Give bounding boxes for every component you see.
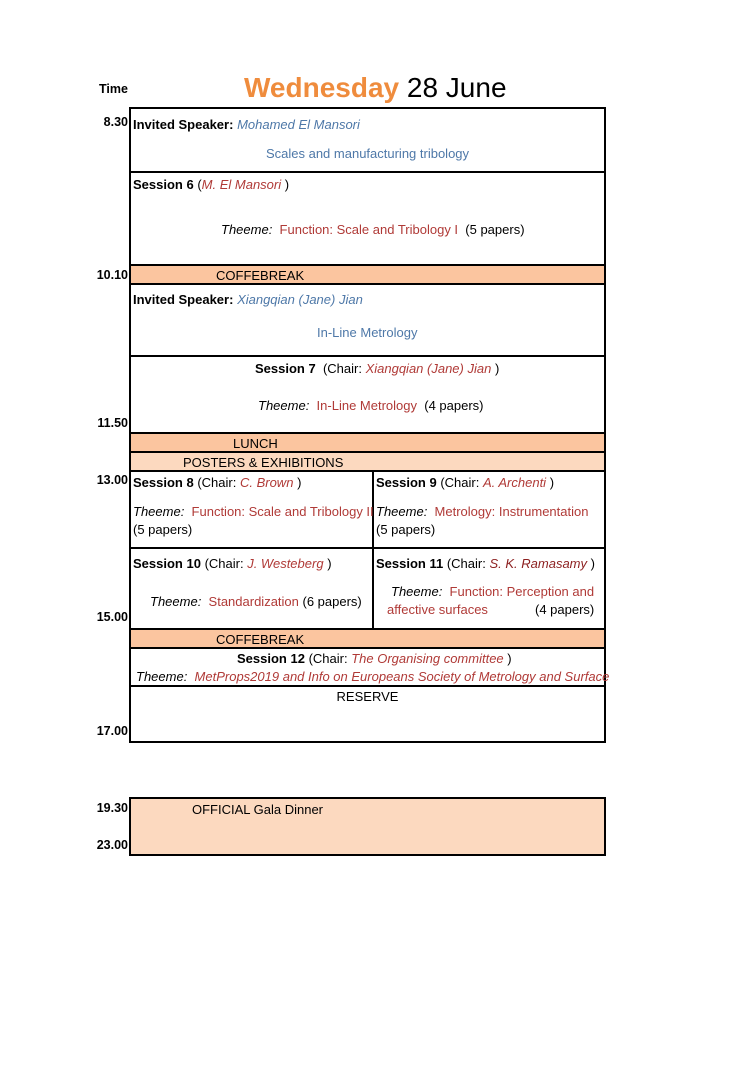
lunch-row: [129, 432, 606, 453]
time-column-header: Time: [99, 82, 128, 96]
theme-text: Function: Scale and Tribology I: [279, 222, 459, 237]
session-chair: M. El Mansori: [201, 177, 282, 192]
paper-count: (4 papers): [424, 398, 484, 413]
session-7-theme: [258, 398, 483, 413]
chair-prefix: (Chair:: [440, 475, 480, 490]
invited-speaker-block: [129, 107, 606, 173]
page-title: [244, 72, 507, 104]
time-label: 17.00: [96, 724, 128, 738]
chair-close: ): [284, 177, 290, 192]
lunch-label: LUNCH: [233, 436, 278, 451]
session-label: Session 6: [133, 177, 194, 192]
theme-label: Theeme:: [133, 504, 185, 519]
session-12-theme: [136, 669, 609, 684]
session-label: Session 11: [376, 556, 444, 571]
title-date: 28 June: [406, 72, 507, 103]
paper-count: (5 papers): [376, 522, 436, 537]
theme-label: Theeme:: [136, 669, 188, 684]
chair-prefix: (Chair:: [197, 475, 237, 490]
time-label: 11.50: [97, 416, 128, 430]
invited-speaker-name: Mohamed El Mansori: [237, 117, 360, 132]
session-12-heading: [237, 651, 512, 666]
session-7-block: [129, 355, 606, 434]
time-label: 10.10: [96, 268, 128, 282]
paper-count: (4 papers): [535, 602, 595, 617]
gala-dinner-block: [129, 797, 606, 856]
session-chair: A. Archenti: [482, 475, 547, 490]
session-chair: The Organising committee: [351, 651, 504, 666]
row-divider: [131, 685, 604, 687]
time-label: 15.00: [96, 610, 128, 624]
theme-label: Theeme:: [150, 594, 202, 609]
parallel-sessions-block: [129, 470, 606, 630]
session-9-theme: [376, 504, 588, 519]
chair-close: ): [494, 361, 500, 376]
time-label: 19.30: [96, 801, 128, 815]
chair-prefix: (Chair:: [204, 556, 244, 571]
coffee-break-label: COFFEBREAK: [216, 268, 305, 283]
gala-dinner-label: OFFICIAL Gala Dinner: [192, 802, 324, 817]
session-10-theme: [150, 594, 362, 609]
paper-count: (6 papers): [302, 594, 362, 609]
theme-text: MetProps2019 and Info on Europeans Society of Metrology and Surface: [194, 669, 610, 684]
invited-speaker-block: [129, 283, 606, 357]
session-label: Session 9: [376, 475, 437, 490]
invited-speaker-line: [133, 292, 363, 307]
posters-row: [129, 451, 606, 472]
invited-speaker-topic: Scales and manufacturing tribology: [265, 146, 470, 161]
session-12-block: [129, 647, 610, 743]
session-chair: Xiangqian (Jane) Jian: [365, 361, 492, 376]
session-chair: C. Brown: [239, 475, 294, 490]
session-label: Session 7: [255, 361, 316, 376]
theme-text: Function: Scale and Tribology II: [191, 504, 374, 519]
session-8-heading: [133, 475, 301, 490]
invited-speaker-topic: In-Line Metrology: [317, 325, 418, 340]
session-11-heading: [376, 556, 595, 571]
chair-prefix: (Chair:: [446, 556, 486, 571]
chair-close: ): [327, 556, 332, 571]
row-divider: [131, 547, 604, 549]
session-9-heading: [376, 475, 554, 490]
theme-text: Function: Perception and: [449, 584, 595, 599]
session-10-heading: [133, 556, 332, 571]
session-label: Session 12: [237, 651, 305, 666]
coffee-break-row: [129, 264, 606, 285]
chair-close: ): [507, 651, 512, 666]
invited-speaker-line: [133, 117, 360, 132]
posters-label: POSTERS & EXHIBITIONS: [183, 455, 344, 470]
time-label: 13.00: [96, 473, 128, 487]
time-label: 23.00: [96, 838, 128, 852]
title-day: Wednesday: [244, 72, 400, 103]
theme-label: Theeme:: [221, 222, 273, 237]
theme-label: Theeme:: [258, 398, 310, 413]
theme-text: Standardization: [208, 594, 299, 609]
theme-text: In-Line Metrology: [316, 398, 417, 413]
chair-close: ): [549, 475, 555, 490]
session-chair: J. Westeberg: [247, 556, 324, 571]
paper-count: (5 papers): [465, 222, 525, 237]
chair-prefix: (Chair:: [308, 651, 348, 666]
session-6-heading: [133, 177, 289, 192]
session-11-theme: [391, 584, 594, 599]
theme-label: Theeme:: [376, 504, 428, 519]
paper-count: (5 papers): [133, 522, 193, 537]
session-label: Session 8: [133, 475, 194, 490]
coffee-break-label: COFFEBREAK: [216, 632, 305, 647]
coffee-break-row: [129, 628, 606, 649]
chair-prefix: (Chair:: [322, 361, 362, 376]
session-6-block: [129, 171, 606, 266]
reserve-label: RESERVE: [336, 689, 399, 704]
invited-speaker-prefix: Invited Speaker:: [133, 292, 234, 307]
time-label: 8.30: [103, 115, 128, 129]
chair-open: (: [197, 177, 202, 192]
session-6-theme: [221, 222, 525, 237]
column-divider: [372, 472, 374, 628]
session-8-theme: [133, 504, 374, 519]
invited-speaker-name: Xiangqian (Jane) Jian: [237, 292, 363, 307]
theme-text: Metrology: Instrumentation: [434, 504, 589, 519]
theme-label: Theeme:: [391, 584, 443, 599]
session-7-heading: [255, 361, 499, 376]
invited-speaker-prefix: Invited Speaker:: [133, 117, 234, 132]
session-label: Session 10: [133, 556, 201, 571]
theme-text-continued: affective surfaces: [387, 602, 488, 617]
chair-close: ): [590, 556, 595, 571]
session-chair: S. K. Ramasamy: [489, 556, 588, 571]
chair-close: ): [297, 475, 302, 490]
